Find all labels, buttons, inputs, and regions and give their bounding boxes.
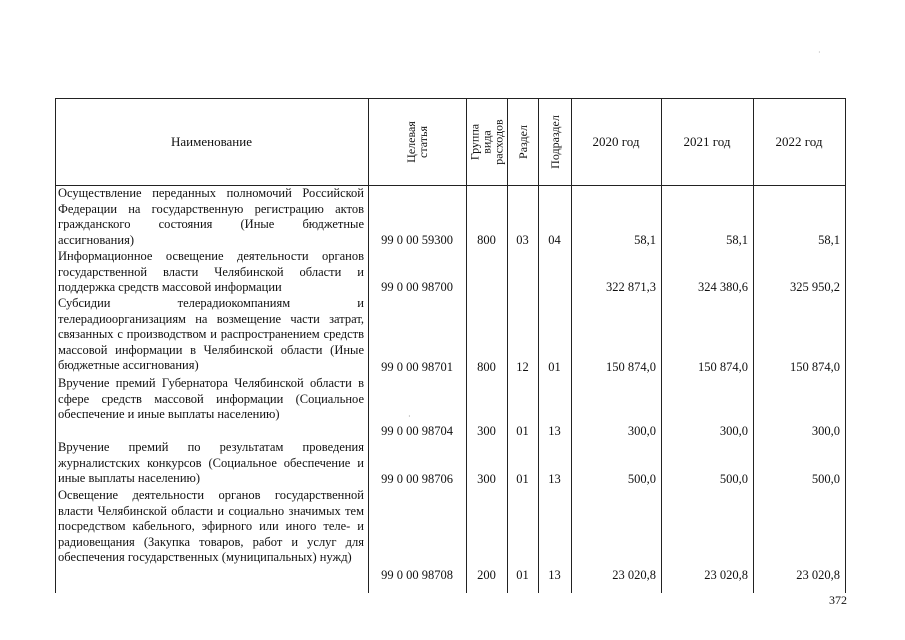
row-value-2022: 58,1: [818, 233, 840, 247]
header-2022: 2022 год: [775, 133, 823, 149]
row-group: 800: [477, 233, 496, 247]
row-value-2021: 500,0: [719, 472, 748, 486]
row-subsection: 13: [548, 424, 561, 438]
row-section: 01: [516, 472, 529, 486]
table-right-border: [845, 98, 846, 593]
row-section: 01: [516, 568, 529, 582]
row-value-2022: 23 020,8: [796, 568, 840, 582]
row-group: 300: [477, 424, 496, 438]
row-value-2021: 324 380,6: [698, 280, 748, 294]
page-number: 372: [829, 593, 847, 607]
row-value-2020: 23 020,8: [612, 568, 656, 582]
row-target-code: 99 0 00 98708: [381, 568, 453, 582]
row-section: 01: [516, 424, 529, 438]
row-value-2022: 300,0: [811, 424, 840, 438]
scan-speck: ·: [408, 412, 411, 421]
header-target-label: Целевая статья: [404, 120, 430, 163]
row-group: 800: [477, 360, 496, 374]
row-group: 200: [477, 568, 496, 582]
row-value-2022: 150 874,0: [790, 360, 840, 374]
row-value-2021: 300,0: [719, 424, 748, 438]
header-target: [368, 98, 466, 185]
row-group: 300: [477, 472, 496, 486]
row-target-code: 99 0 00 98701: [381, 360, 453, 374]
row-value-2021: 23 020,8: [704, 568, 748, 582]
header-2020: 2020 год: [592, 133, 640, 149]
header-group: [466, 98, 507, 185]
row-value-2020: 300,0: [627, 424, 656, 438]
row-value-2020: 322 871,3: [606, 280, 656, 294]
header-subsection: [538, 98, 571, 185]
header-2021: 2021 год: [683, 133, 731, 149]
table-row-name: Субсидии телерадиокомпаниям и телерадиоорганизациям на возмещение части затрат, связанных с производством и распространением средств массовой информации в Челябинской области (Иные бюджетные ассигнования): [58, 296, 364, 373]
table-row-name: Осуществление переданных полномочий Российской Федерации на государственную регистрацию актов гражданского состояния (Иные бюджетные ассигнования): [58, 186, 364, 247]
row-subsection: 13: [548, 472, 561, 486]
table-row-name: Освещение деятельности органов государственной власти Челябинской области и социально значимых тем посредством кабельного, эфирного или иного теле- и радиовещания (Закупка товаров, работ и услуг для обеспечения государственных (муниципальных) нужд): [58, 488, 364, 565]
row-subsection: 13: [548, 568, 561, 582]
scan-mark: ·: [818, 48, 821, 57]
table-row-name: Информационное освещение деятельности органов государственной власти Челябинской области и поддержка средств массовой информации: [58, 249, 364, 295]
row-subsection: 01: [548, 360, 561, 374]
row-target-code: 99 0 00 98704: [381, 424, 453, 438]
row-value-2022: 500,0: [811, 472, 840, 486]
row-value-2021: 150 874,0: [698, 360, 748, 374]
row-section: 03: [516, 233, 529, 247]
row-value-2020: 150 874,0: [606, 360, 656, 374]
row-target-code: 99 0 00 59300: [381, 233, 453, 247]
row-target-code: 99 0 00 98700: [381, 280, 453, 294]
table-row-name: Вручение премий Губернатора Челябинской области в сфере средств массовой информации (Социальное обеспечение и иные выплаты населению): [58, 376, 364, 422]
table-row-name: Вручение премий по результатам проведения журналистских конкурсов (Социальное обеспечение и иные выплаты населению): [58, 440, 364, 486]
row-section: 12: [516, 360, 529, 374]
header-section-label: Раздел: [515, 124, 530, 159]
header-section: [507, 98, 538, 185]
row-value-2020: 58,1: [634, 233, 656, 247]
row-value-2020: 500,0: [627, 472, 656, 486]
header-name: Наименование: [171, 133, 252, 149]
row-value-2021: 58,1: [726, 233, 748, 247]
row-value-2022: 325 950,2: [790, 280, 840, 294]
row-subsection: 04: [548, 233, 561, 247]
header-subsection-label: Подраздел: [547, 114, 562, 169]
row-target-code: 99 0 00 98706: [381, 472, 453, 486]
header-group-label: Группа вида расходов: [467, 118, 506, 165]
